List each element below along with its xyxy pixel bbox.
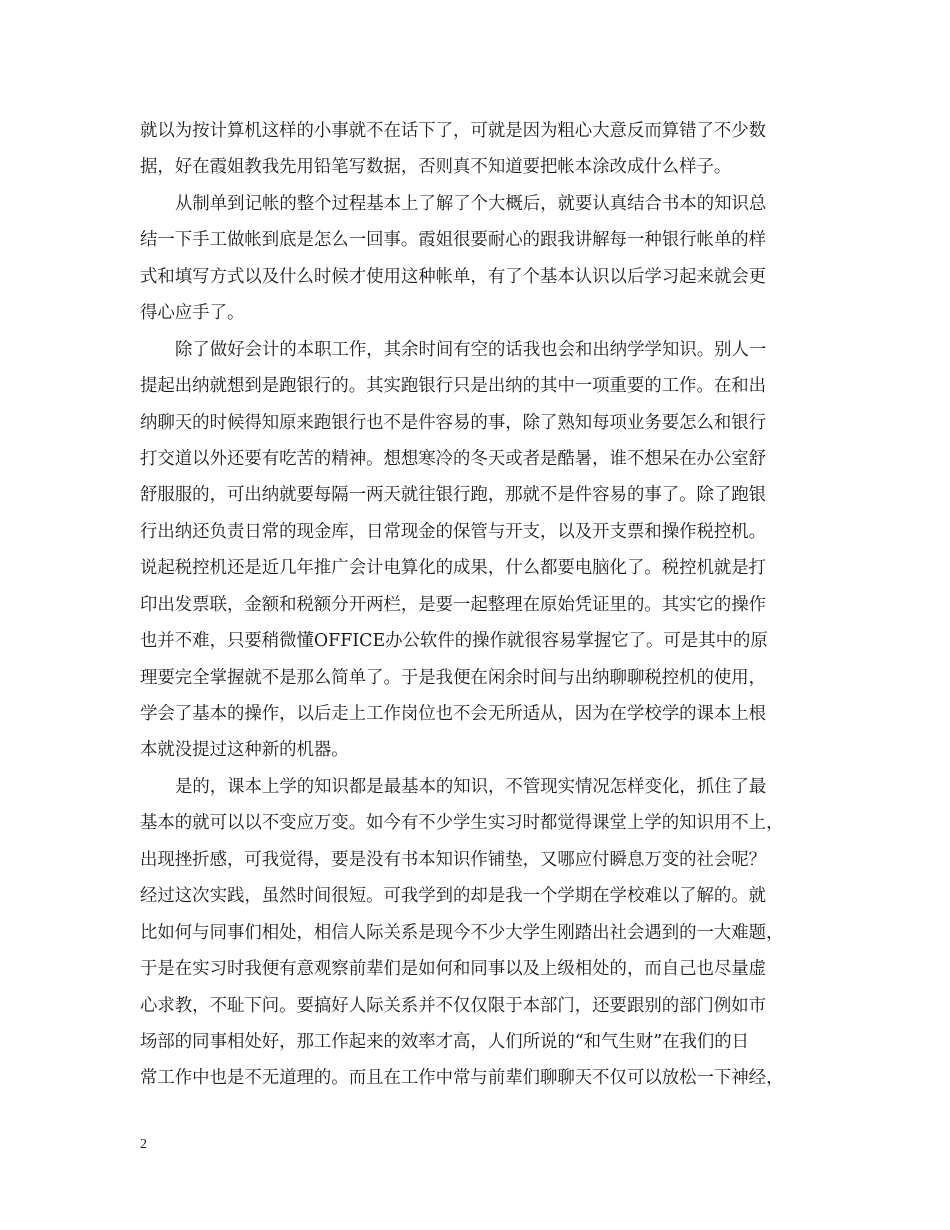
text-line: 场部的同事相处好，那工作起来的效率才高，人们所说的“和气生财”在我们的日 — [140, 1031, 750, 1052]
paragraph-first-line: 是的，课本上学的知识都是最基本的知识，不管现实情况怎样变化，抓住了最 — [175, 776, 767, 797]
text-line: 行出纳还负责日常的现金库，日常现金的保管与开支，以及开支票和操作税控机。 — [140, 521, 767, 542]
text-line: 心求教，不耻下问。要搞好人际关系并不仅仅限于本部门，还要跟别的部门例如市 — [140, 995, 767, 1016]
body-text — [140, 113, 820, 1097]
paragraph-first-line: 除了做好会计的本职工作，其余时间有空的话我也会和出纳学学知识。别人一 — [175, 339, 767, 360]
text-line: 于是在实习时我便有意观察前辈们是如何和同事以及上级相处的，而自己也尽量虚 — [140, 959, 767, 980]
text-line: 理要完全掌握就不是那么简单了。于是我便在闲余时间与出纳聊聊税控机的使用， — [140, 667, 767, 688]
text-line: 印出发票联，金额和税额分开两栏，是要一起整理在原始凭证里的。其实它的操作 — [140, 594, 767, 615]
text-line: 常工作中也是不无道理的。而且在工作中常与前辈们聊聊天不仅可以放松一下神经， — [140, 1068, 784, 1089]
text-line: 比如何与同事们相处，相信人际关系是现今不少大学生刚踏出社会遇到的一大难题， — [140, 922, 784, 943]
text-line: 出现挫折感，可我觉得，要是没有书本知识作铺垫，又哪应付瞬息万变的社会呢？ — [140, 849, 767, 870]
text-line: 提起出纳就想到是跑银行的。其实跑银行只是出纳的其中一项重要的工作。在和出 — [140, 376, 767, 397]
text-line: 据，好在霞姐教我先用铅笔写数据，否则真不知道要把帐本涂改成什么样子。 — [140, 157, 732, 178]
text-line: 打交道以外还要有吃苦的精神。想想寒冷的冬天或者是酷暑，谁不想呆在办公室舒 — [140, 448, 767, 469]
text-line: 就以为按计算机这样的小事就不在话下了，可就是因为粗心大意反而算错了不少数 — [140, 121, 767, 141]
text-line: 学会了基本的操作，以后走上工作岗位也不会无所适从，因为在学校学的课本上根 — [140, 704, 767, 724]
text-line: 得心应手了。 — [140, 303, 245, 324]
text-line: 说起税控机还是近几年推广会计电算化的成果，什么都要电脑化了。税控机就是打 — [140, 558, 767, 579]
paragraph-first-line: 从制单到记帐的整个过程基本上了解了个大概后，就要认真结合书本的知识总 — [175, 193, 767, 214]
text-line: 经过这次实践，虽然时间很短。可我学到的却是我一个学期在学校难以了解的。就 — [140, 886, 767, 907]
text-line: 纳聊天的时候得知原来跑银行也不是件容易的事，除了熟知每项业务要怎么和银行 — [140, 412, 767, 433]
text-line: 舒服服的，可出纳就要每隔一两天就往银行跑，那就不是件容易的事了。除了跑银 — [140, 485, 767, 506]
text-line: 也并不难，只要稍微懂OFFICE办公软件的操作就很容易掌握它了。可是其中的原 — [140, 631, 768, 652]
text-line: 式和填写方式以及什么时候才使用这种帐单，有了个基本认识以后学习起来就会更 — [140, 266, 767, 287]
text-line: 本就没提过这种新的机器。 — [140, 740, 349, 761]
text-line: 基本的就可以以不变应万变。如今有不少学生实习时都觉得课堂上学的知识用不上， — [140, 813, 784, 834]
page-number: 2 — [140, 1137, 147, 1152]
text-line: 结一下手工做帐到底是怎么一回事。霞姐很要耐心的跟我讲解每一种银行帐单的样 — [140, 230, 767, 251]
